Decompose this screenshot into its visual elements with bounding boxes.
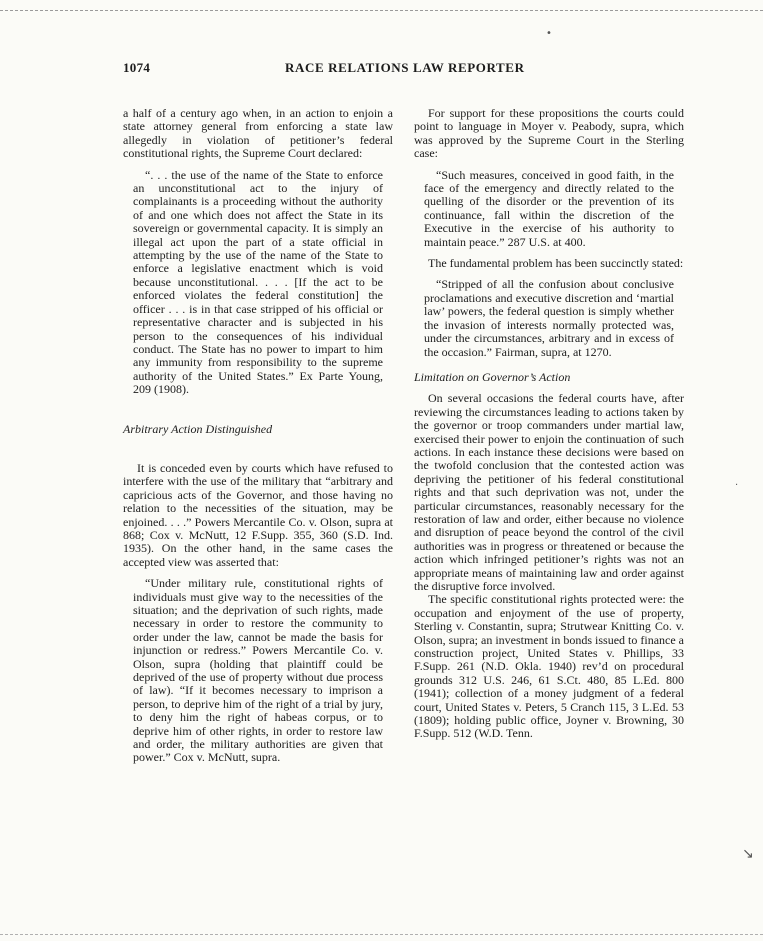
paragraph-fundamental-problem: The fundamental problem has been succinctly stated:: [428, 256, 684, 271]
scan-speck: ·: [735, 480, 739, 491]
block-quote-military-rule: “Under military rule, constitutional rights of individuals must give way to the necessities of the situation; and the deprivation of such rights, made necessary in order to restore the community to order under the law, cannot be made the basis for injunction or redress.” Powers Mercantile Co. v. Olson, supra (holding that plaintiff could be deprived of the use of property without due process of law). “If it becomes necessary to imprison a person, to deprive him of the right of a trial by jury, to deny him the right of habeas corpus, or to deprive him of other rights, in order to restore law and order, the military authorities are given that power.” Cox v. McNutt, supra.: [133, 576, 383, 765]
right-column: [414, 107, 684, 741]
left-column: [123, 107, 393, 765]
block-quote-ex-parte-young: “. . . the use of the name of the State to enforce an unconstitutional act to the injury of complainants is a proceeding without the authority of and one which does not affect the State in its sovereign or governmental capacity. It is simply an illegal act upon the part of a state official in attempting by the use of the name of the State to enforce a legislative enactment which is void because unconstitutional. . . . [If the act to be enforced violates the federal constitution] the officer . . . is in that case stripped of his official or representative character and is subjected in his person to the consequences of his individual conduct. The State has no power to impart to him any immunity from responsibility to the supreme authority of the United States.” Ex Parte Young, 209 (1908).: [133, 167, 383, 397]
paragraph-several-occasions: On several occasions the federal courts have, after reviewing the circumstances leading to actions taken by the governor or troop commanders under martial law, exercised their power to enjoin the continuation of such actions. In each instance these decisions were based on the twofold conclusion that the contested action was depriving the petitioner of his federal constitutional rights and that such deprivation was not, under the particular circumstances, reasonably necessary for the restoration of law and order, either because no violence and disruption of peace beyond the control of the civil authorities was in progress or threatened or because the action which infringed petitioner’s rights was not an appropriate means of maintaining law and order against the disruptive force involved.: [414, 391, 684, 593]
scan-speck: •: [546, 28, 552, 39]
paragraph-support: For support for these propositions the courts could point to language in Moyer v. Peabody, supra, which was approved by the Supreme Court in the Sterling case:: [414, 106, 684, 161]
running-title: RACE RELATIONS LAW REPORTER: [285, 60, 525, 75]
bottom-scan-border: [0, 934, 763, 935]
paragraph-continued: a half of a century ago when, in an action to enjoin a state attorney general from enforcing a state law allegedly in violation of petitioner’s federal constitutional rights, the Supreme Court declared:: [123, 106, 393, 161]
section-heading-arbitrary-action: Arbitrary Action Distinguished: [123, 421, 273, 436]
top-scan-border: [0, 10, 763, 11]
page-header: [123, 60, 690, 80]
paragraph-specific-rights: The specific constitutional rights protected were: the occupation and enjoyment of the use of property, Sterling v. Constantin, supra; Strutwear Knitting Co. v. Olson, supra; an investment in bonds issued to finance a construction project, United States v. Phillips, 33 F.Supp. 261 (N.D. Okla. 1940) rev’d on procedural grounds 312 U.S. 246, 61 S.Ct. 480, 85 L.Ed. 800 (1941); collection of a money judgment of a federal court, United States v. Peters, 5 Cranch 115, 3 L.Ed. 53 (1809); holding public office, Joyner v. Browning, 30 F.Supp. 512 (W.D. Tenn.: [414, 592, 684, 741]
paragraph-conceded: It is conceded even by courts which have refused to interfere with the use of the military that “arbitrary and capricious acts of the Governor, and those having no relation to the necessities of the situation, may be enjoined. . . .” Powers Mercantile Co. v. Olson, supra at 868; Cox v. McNutt, 12 F.Supp. 355, 360 (S.D. Ind. 1935). On the other hand, in the same cases the accepted view was asserted that:: [123, 460, 393, 569]
block-quote-stripped: “Stripped of all the confusion about conclusive proclamations and executive discretion and ‘martial law’ powers, the federal question is simply whether the invasion of interests normally protected was, under the circumstances, arbitrary and in excess of the occasion.” Fairman, supra, at 1270.: [424, 277, 674, 359]
page-number: 1074: [123, 60, 151, 75]
section-heading-limitation: Limitation on Governor’s Action: [414, 369, 571, 384]
block-quote-such-measures: “Such measures, conceived in good faith, in the face of the emergency and directly related to the quelling of the disorder or the prevention of its continuance, fall within the discretion of the Executive in the exercise of his authority to maintain peace.” 287 U.S. at 400.: [424, 167, 674, 249]
scan-mark: ↘: [742, 846, 754, 862]
